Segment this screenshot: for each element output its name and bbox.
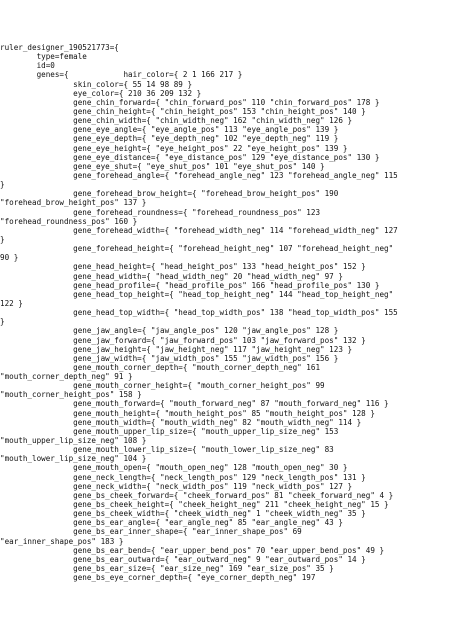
text-line: "mouth_corner_height_pos" 158 } <box>0 390 142 400</box>
text-line: "forehead_roundness_pos" 160 } <box>0 216 138 226</box>
text-line: gene_forehead_brow_height={ "forehead_brow_height_pos" 190 <box>0 189 339 199</box>
text-line: "forehead_brow_height_pos" 137 } <box>0 198 147 208</box>
text-line: gene_head_width={ "head_width_neg" 20 "head_width_neg" 97 } <box>0 271 343 281</box>
text-line: gene_bs_ear_inner_shape={ "ear_inner_shape_pos" 69 <box>0 527 302 537</box>
text-line: "mouth_upper_lip_size_neg" 108 } <box>0 436 147 446</box>
text-line: gene_eye_angle={ "eye_angle_pos" 113 "eye_angle_pos" 139 } <box>0 125 339 135</box>
text-line: gene_eye_distance={ "eye_distance_pos" 129 "eye_distance_pos" 130 } <box>0 152 380 162</box>
text-line: gene_bs_ear_size={ "ear_size_neg" 169 "ear_size_pos" 35 } <box>0 564 334 574</box>
text-line: gene_mouth_upper_lip_size={ "mouth_upper_lip_size_neg" 153 <box>0 426 339 436</box>
text-line: ruler_designer_190521773={ <box>0 43 119 52</box>
text-line: gene_mouth_corner_height={ "mouth_corner_height_pos" 99 <box>0 381 325 391</box>
text-line: gene_eye_depth={ "eye_depth_neg" 102 "eye_depth_neg" 119 } <box>0 134 339 144</box>
text-line: gene_jaw_height={ "jaw_height_neg" 117 "jaw_height_neg" 123 } <box>0 344 353 354</box>
text-line: "mouth_corner_depth_neg" 91 } <box>0 372 133 382</box>
text-line: gene_jaw_angle={ "jaw_angle_pos" 120 "jaw_angle_pos" 128 } <box>0 326 339 336</box>
text-line: gene_bs_ear_outward={ "ear_outward_neg" 9 "ear_outward_pos" 14 } <box>0 554 366 564</box>
text-line: genes={ hair_color={ 2 1 166 217 } <box>0 70 243 80</box>
text-line: gene_bs_ear_bend={ "ear_upper_bend_pos" 70 "ear_upper_bend_pos" 49 } <box>0 545 385 555</box>
text-line: eye_color={ 210 36 209 132 } <box>0 88 202 98</box>
text-line: "mouth_lower_lip_size_neg" 104 } <box>0 454 147 464</box>
text-line: 90 } <box>0 253 19 263</box>
text-line: gene_forehead_width={ "forehead_width_neg" 114 "forehead_width_neg" 127 <box>0 225 398 235</box>
text-line: 122 } <box>0 298 23 308</box>
text-line: } <box>0 234 5 244</box>
text-line: gene_neck_width={ "neck_width_pos" 119 "neck_width_pos" 127 } <box>0 481 353 491</box>
text-line: gene_head_profile={ "head_profile_pos" 166 "head_profile_pos" 130 } <box>0 280 380 290</box>
text-line: gene_chin_forward={ "chin_forward_pos" 110 "chin_forward_pos" 178 } <box>0 97 380 107</box>
text-line: gene_bs_cheek_forward={ "cheek_forward_pos" 81 "cheek_forward_neg" 4 } <box>0 490 394 500</box>
text-line: gene_forehead_angle={ "forehead_angle_neg" 123 "forehead_angle_neg" 115 <box>0 170 398 180</box>
document-text <box>0 43 474 582</box>
text-line: gene_head_top_width={ "head_top_width_pos" 138 "head_top_width_pos" 155 <box>0 308 398 318</box>
text-line: gene_mouth_forward={ "mouth_forward_neg" 87 "mouth_forward_neg" 116 } <box>0 399 389 409</box>
text-line: skin_color={ 55 14 98 89 } <box>0 79 193 89</box>
text-line: gene_forehead_height={ "forehead_height_neg" 107 "forehead_height_neg" <box>0 244 394 254</box>
text-line: gene_bs_cheek_width={ "cheek_width_neg" 1 "cheek_width_neg" 35 } <box>0 509 366 519</box>
text-line: gene_bs_cheek_height={ "cheek_height_neg" 211 "cheek_height_neg" 15 } <box>0 500 389 510</box>
text-line: gene_mouth_corner_depth={ "mouth_corner_depth_neg" 161 <box>0 362 321 372</box>
text-line: gene_jaw_width={ "jaw_width_pos" 155 "jaw_width_pos" 156 } <box>0 353 339 363</box>
text-line: } <box>0 180 5 190</box>
text-line: gene_chin_height={ "chin_height_pos" 153 "chin_height_pos" 140 } <box>0 106 366 116</box>
text-line: gene_mouth_height={ "mouth_height_pos" 85 "mouth_height_pos" 128 } <box>0 408 375 418</box>
text-line: gene_mouth_width={ "mouth_width_neg" 82 "mouth_width_neg" 114 } <box>0 417 362 427</box>
text-line: gene_neck_length={ "neck_length_pos" 129 "neck_length_pos" 131 } <box>0 472 366 482</box>
text-line: gene_head_top_height={ "head_top_height_neg" 144 "head_top_height_neg" <box>0 289 394 299</box>
text-line: "ear_inner_shape_pos" 183 } <box>0 536 124 546</box>
text-line: gene_chin_width={ "chin_width_neg" 162 "chin_width_neg" 126 } <box>0 116 353 126</box>
text-line: gene_bs_eye_corner_depth={ "eye_corner_depth_neg" 197 <box>0 573 316 583</box>
text-line: gene_eye_height={ "eye_height_pos" 22 "eye_height_pos" 139 } <box>0 143 348 153</box>
text-line: gene_mouth_lower_lip_size={ "mouth_lower_lip_size_neg" 83 <box>0 445 334 455</box>
text-line: gene_mouth_open={ "mouth_open_neg" 128 "mouth_open_neg" 30 } <box>0 463 348 473</box>
text-line: gene_eye_shut={ "eye_shut_pos" 101 "eye_shut_pos" 140 } <box>0 161 325 171</box>
text-line: id=0 <box>0 61 55 71</box>
text-line: gene_jaw_forward={ "jaw_forward_pos" 103 "jaw_forward_pos" 132 } <box>0 335 366 345</box>
text-line: gene_head_height={ "head_height_pos" 133 "head_height_pos" 152 } <box>0 262 366 272</box>
text-line: gene_forehead_roundness={ "forehead_roundness_pos" 123 <box>0 207 321 217</box>
text-line: } <box>0 317 5 327</box>
text-line: type=female <box>0 52 87 62</box>
text-line: gene_bs_ear_angle={ "ear_angle_neg" 85 "ear_angle_neg" 43 } <box>0 518 343 528</box>
